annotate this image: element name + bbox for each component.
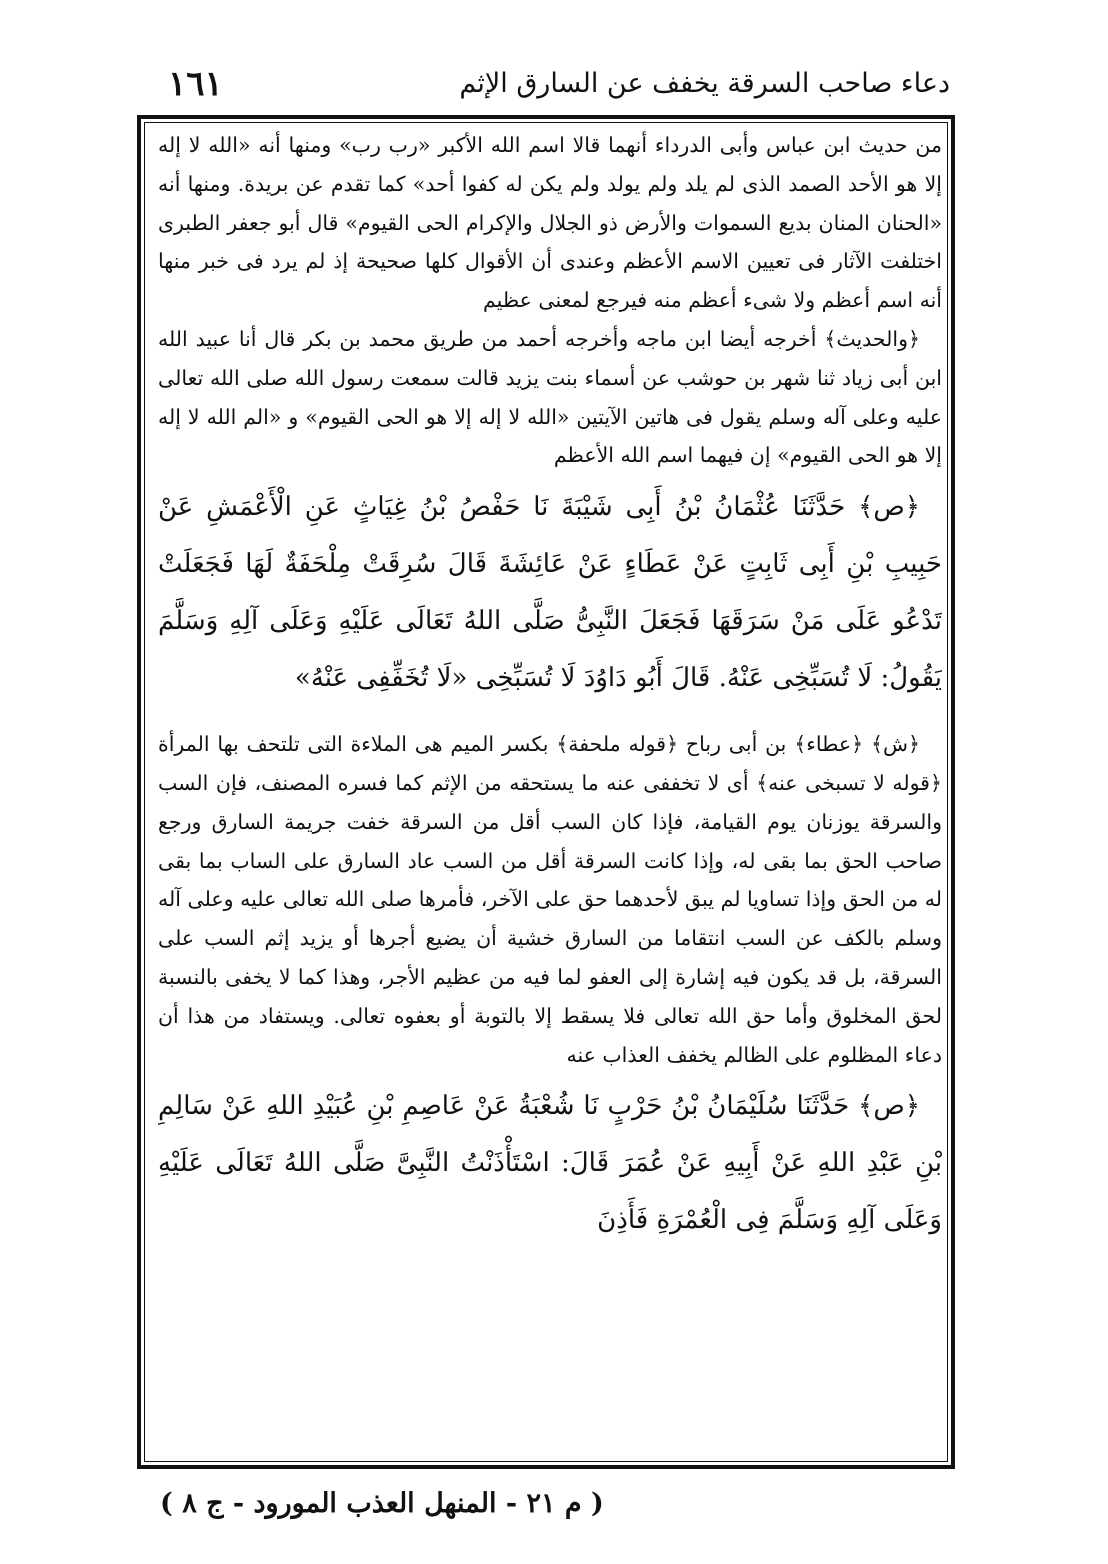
page-body [158, 126, 942, 1458]
hadith-text: ﴿ص﴾ حَدَّثَنَا سُلَيْمَانُ بْنُ حَرْبٍ نَا شُعْبَةُ عَنْ عَاصِمِ بْنِ عُبَيْدِ اللهِ عَنْ سَالِمِ بْنِ عَبْدِ اللهِ عَنْ أَبِيهِ عَنْ عُمَرَ قَالَ: اسْتَأْذَنْتُ النَّبِىَّ صَلَّى اللهُ تَعَالَى عَلَيْهِ وَعَلَى آلِهِ وَسَلَّمَ فِى الْعُمْرَةِ فَأَذِنَ [158, 1091, 942, 1236]
commentary-paragraph: من حديث ابن عباس وأبى الدرداء أنهما قالا اسم الله الأكبر «رب رب» ومنها أنه «الله لا إله إلا هو الأحد الصمد الذى لم يلد ولم يولد ولم يكن له كفوا أحد» كما تقدم عن بريدة. ومنها أنه «الحنان المنان بديع السموات والأرض ذو الجلال والإكرام الحى القيوم» قال أبو جعفر الطبرى اختلفت الآثار فى تعيين الاسم الأعظم وعندى أن الأقوال كلها صحيحة إذ لم يرد فى خبر منها أنه اسم أعظم ولا شىء أعظم منه فيرجع لمعنى عظيم [158, 133, 942, 313]
running-header [150, 62, 950, 110]
page-number: ١٦١ [168, 64, 223, 104]
hadith-text: ﴿ص﴾ حَدَّثَنَا عُثْمَانُ بْنُ أَبِى شَيْبَةَ نَا حَفْصُ بْنُ غِيَاثٍ عَنِ الْأَعْمَشِ عَنْ حَبِيبِ بْنِ أَبِى ثَابِتٍ عَنْ عَطَاءٍ عَنْ عَائِشَةَ قَالَ سُرِقَتْ مِلْحَفَةٌ لَهَا فَجَعَلَتْ تَدْعُو عَلَى مَنْ سَرَقَهَا فَجَعَلَ النَّبِىُّ صَلَّى اللهُ تَعَالَى عَلَيْهِ وَعَلَى آلِهِ وَسَلَّمَ يَقُولُ: لَا تُسَبِّخِى عَنْهُ. قَالَ أَبُو دَاوُدَ لَا تُسَبِّخِى «لَا تُخَفِّفِى عَنْهُ» [158, 492, 942, 694]
commentary-paragraph: ﴿ش﴾ ﴿عطاء﴾ بن أبى رباح ﴿قوله ملحفة﴾ بكسر الميم هى الملاءة التى تلتحف بها المرأة ﴿قوله لا تسبخى عنه﴾ أى لا تخففى عنه ما يستحقه من الإثم كما فسره المصنف، فإن السب والسرقة يوزنان يوم القيامة، فإذا كان السب أقل من السرقة خفت جريمة السارق ورجع صاحب الحق بما بقى له، وإذا كانت السرقة أقل من السب عاد السارق على الساب بما بقى له من الحق وإذا تساويا لم يبق لأحدهما حق على الآخر، فأمرها صلى الله تعالى عليه وعلى آله وسلم بالكف عن السب انتقاما من السارق خشية أن يضيع أجرها أو يزيد إثم السب على السرقة، بل قد يكون فيه إشارة إلى العفو لما فيه من عظيم الأجر، وهذا كما لا يخفى بالنسبة لحق المخلوق وأما حق الله تعالى فلا يسقط إلا بالتوبة أو بعفوه تعالى. ويستفاد من هذا أن دعاء المظلوم على الظالم يخفف العذاب عنه [158, 732, 942, 1067]
spacer [158, 707, 942, 725]
commentary-paragraph: ﴿والحديث﴾ أخرجه أيضا ابن ماجه وأخرجه أحمد من طريق محمد بن بكر قال أنا عبيد الله ابن أبى زياد ثنا شهر بن حوشب عن أسماء بنت يزيد قالت سمعت رسول الله صلى الله تعالى عليه وعلى آله وسلم يقول فى هاتين الآيتين «الله لا إله إلا هو الحى القيوم» و «الم الله لا إله إلا هو الحى القيوم» إن فيهما اسم الله الأعظم [158, 326, 942, 468]
footer-signature: ( م ٢١ - المنهل العذب المورود - ج ٨ ) [160, 1488, 604, 1519]
page-title: دعاء صاحب السرقة يخفف عن السارق الإثم [459, 68, 950, 99]
page-footer [160, 1488, 680, 1534]
